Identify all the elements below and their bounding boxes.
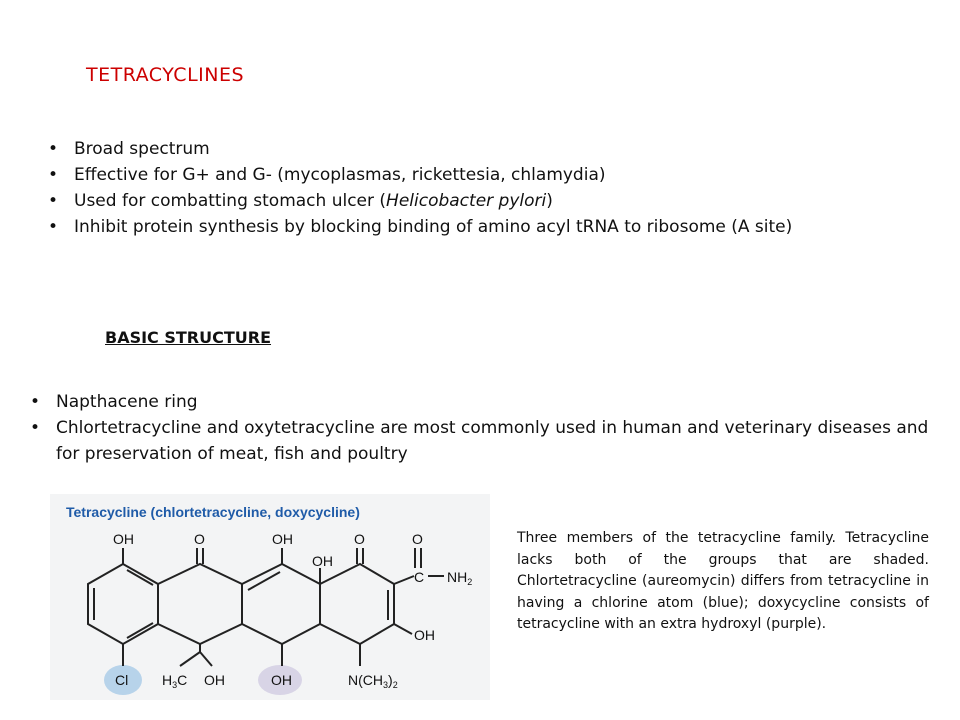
figure-title: Tetracycline (chlortetracycline, doxycycline) [66,504,360,520]
page-title: TETRACYCLINES [86,64,245,86]
list-item: • Napthacene ring [30,389,945,415]
label-methyl: $H_3C$ [162,672,188,690]
label-oh: OH [414,627,435,643]
properties-list [48,136,948,240]
figure-caption: Three members of the tetracycline family. Tetracycline lacks both of the groups that are shaded. Chlortetracycline (aureomycin) differs from tetracycline in having a chlorine atom (blue); doxycycline consists of tetracycline with an extra hydroxyl (purple). [517,530,929,632]
label-oh: OH [272,531,293,547]
tetracycline-molecule [50,528,490,700]
label-hydroxyl: OH [271,672,292,688]
label-dimethylamino: $N(CH_3)_2$ [348,672,398,690]
label-amide-carbon: C [414,569,425,585]
list-item: • Effective for G+ and G- (mycoplasmas, rickettesia, chlamydia) [48,162,948,188]
tetracycline-structure-figure [50,494,490,700]
label-nh2: $NH_2$ [447,569,473,587]
list-item: • Used for combatting stomach ulcer (Helicobacter pylori) [48,188,948,214]
list-item: • Chlortetracycline and oxytetracycline are most commonly used in human and veterinary diseases and for preservation of meat, fish and poultry [30,415,945,467]
label-o: O [354,531,365,547]
species-name: Helicobacter pylori [386,191,547,211]
label-chlorine: Cl [115,672,129,688]
ring-bonds [88,548,444,666]
section-heading: BASIC STRUCTURE [105,328,272,347]
label-o: O [194,531,205,547]
list-item: • Broad spectrum [48,136,948,162]
list-item: • Inhibit protein synthesis by blocking binding of amino acyl tRNA to ribosome (A site) [48,214,948,240]
label-oh: OH [113,531,134,547]
structure-list [30,389,945,467]
label-oh: OH [204,672,225,688]
label-o: O [412,531,423,547]
label-oh: OH [312,553,333,569]
